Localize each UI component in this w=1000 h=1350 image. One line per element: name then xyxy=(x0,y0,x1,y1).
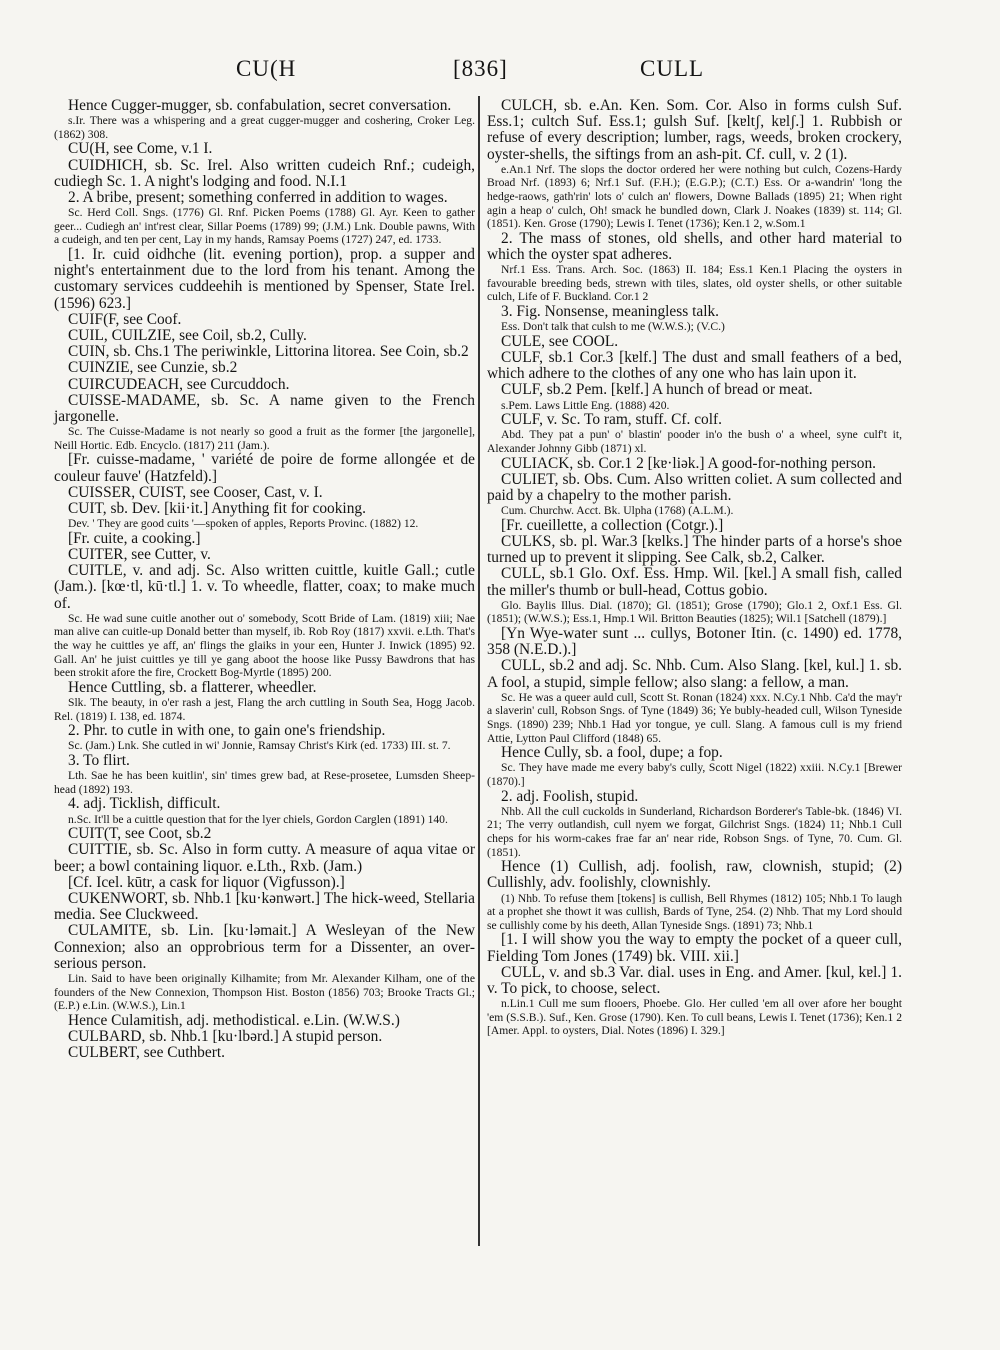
dictionary-entry: CULL, sb.1 Glo. Oxf. Ess. Hmp. Wil. [kɐl.] A small fish, called the miller's thumb or bull-head, Cottus gobio. xyxy=(487,565,902,599)
dictionary-entry: CULE, see COOL. xyxy=(501,332,619,350)
dictionary-entry: CUIDHICH, sb. Sc. Irel. Also written cudeich Rnf.; cudeigh, cudiegh Sc. 1. A night's lodging and food. N.I.1 xyxy=(54,156,475,190)
dictionary-entry: 2. A bribe, present; something conferred in addition to wages. xyxy=(68,189,448,206)
right-column xyxy=(487,98,902,1038)
citation: (1) Nhb. To refuse them [tokens] is cullish, Bell Rhymes (1812) 105; Nhb.1 To laugh at a prophet she thowt it was cullish, Bards of Tyne, 254. (2) Nhb. That my Lord should se cullishly come by his deeth, Allan Tyneside Sngs. (1891) 73; Nhb.1 xyxy=(487,891,902,932)
citation: n.Lin.1 Cull me sum flooers, Phoebe. Glo. Her culled 'em all over afore her bought 'em (S.S.B.). Suf., Ken. Grose (1790). Ken. To cull beans, Lewis I. Tenet (1736); Ken.1 2 [Amer. Appl. to oysters, Dial. Notes (1896) I. 329.] xyxy=(487,997,902,1038)
citation: s.Ir. There was a whispering and a great cugger-mugger and coshering, Croker Leg. (1862) 308. xyxy=(54,114,475,141)
citation: Slk. The beauty, in o'er rash a jest, Flang the arch cuttling in South Sea, Hogg Jacob. Rel. (1819) I. 138, ed. 1874. xyxy=(54,696,475,723)
dictionary-entry: Hence (1) Cullish, adj. foolish, raw, clownish, stupid; (2) Cullishly, adv. foolishly, clownishly. xyxy=(487,858,902,892)
dictionary-entry: 4. adj. Ticklish, difficult. xyxy=(68,795,221,813)
dictionary-entry: CUITLE, v. and adj. Sc. Also written cuittle, kuitle Gall.; cutle (Jam.). [kœ·tl, kū·tl.] 1. v. To wheedle, flatter, coax; to make much of. xyxy=(54,562,475,612)
dictionary-entry: [Fr. cueillette, a collection (Cotgr.).] xyxy=(501,516,724,534)
citation: Nrf.1 Ess. Trans. Arch. Soc. (1863) II. 184; Ess.1 Ken.1 Placing the oysters in favourable breeding beds, strewn with tiles, slates, old oyster shells, or other suitable culch, Life of F. Buckland. Cor.1 2 xyxy=(487,263,902,304)
citation: e.An.1 Nrf. The slops the doctor ordered her were nothing but culch, Cozens-Hardy Broad Nrf. (1893) 6; Nrf.1 Suf. (F.H.); (E.G.P.); (C.T.) Ess. Or a-wandrin' 'long the hedge-raows, gath'rin' lots o' culch an' flowers, Downe Ballads (1895) 21; When right agin a heap o' culch, Oh! smack he bundled down, Clark J. Noakes (1839) st. 114; Gl. (1851). Ken. Grose (1790); Lewis I. Tenet (1736); Ken.1 2, w.Som.1 xyxy=(487,162,902,231)
dictionary-entry: CULL, sb.2 and adj. Sc. Nhb. Cum. Also Slang. [kɐl, kul.] 1. sb. A fool, a stupid, simple fellow; also slang: a fellow, a man. xyxy=(487,657,902,691)
dictionary-entry: CUISSER, CUIST, see Cooser, Cast, v. I. xyxy=(68,483,323,501)
dictionary-entry: [1. Ir. cuid oidhche (lit. evening portion), prop. a supper and night's entertainment due to the lord from his tenant. Among the customary services cuddeehih is mentioned by Spenser, State Irel. (1596) 623.] xyxy=(54,245,475,312)
dictionary-entry: [Fr. cuisse-madame, ' variété de poire de forme allongée et de couleur fauve' (Hatzfeld).] xyxy=(54,451,475,485)
dictionary-entry: Hence Culamitish, adj. methodistical. e.Lin. (W.W.S.) xyxy=(68,1011,400,1029)
citation: Sc. Herd Coll. Sngs. (1776) Gl. Rnf. Picken Poems (1788) Gl. Ayr. Keen to gather geer... Cudiegh an' int'rest clear, Sillar Poems (1789) 99; (J.M.) Lnk. Double pawns, With a cudeigh, and ten per cent, Lay in my hands, Ramsay Poems (1727) 247, ed. 1733. xyxy=(54,206,475,247)
dictionary-entry: CUIT, sb. Dev. [kii·it.] Anything fit for cooking. xyxy=(68,500,366,518)
dictionary-entry: CULF, sb.2 Pem. [kɐlf.] A hunch of bread or meat. xyxy=(501,381,813,399)
dictionary-entry: CUIL, CUILZIE, see Coil, sb.2, Cully. xyxy=(68,327,307,344)
dictionary-entry: CULKS, sb. pl. War.3 [kɐlks.] The hinder parts of a horse's shoe turned up to prevent it slipping. See Calk, sb.2, Calker. xyxy=(487,532,902,567)
dictionary-entry: CULBARD, sb. Nhb.1 [ku·lbərd.] A stupid person. xyxy=(68,1027,383,1045)
dictionary-entry: Hence Cully, sb. a fool, dupe; a fop. xyxy=(501,744,723,762)
citation: Sc. They have made me every baby's cully, Scott Nigel (1822) xxiii. N.Cy.1 [Brewer (1870).] xyxy=(487,761,902,788)
left-column xyxy=(54,98,475,1061)
citation: s.Pem. Laws Little Eng. (1888) 420. xyxy=(501,398,670,412)
dictionary-entry: [Fr. cuite, a cooking.] xyxy=(68,529,201,547)
dictionary-entry: CUKENWORT, sb. Nhb.1 [ku·kənwərt.] The hick-weed, Stellaria media. See Cluckweed. xyxy=(54,889,475,924)
citation: Lin. Said to have been originally Kilhamite; from Mr. Alexander Kilham, one of the founders of the New Connexion, Thompson Hist. Boston (1856) 703; Brooke Tracts Gl.; (E.P.) e.Lin. (W.W.S.), Lin.1 xyxy=(54,972,475,1013)
page-header xyxy=(0,56,1000,96)
dictionary-entry: CULIACK, sb. Cor.1 2 [kɐ·liək.] A good-for-nothing person. xyxy=(501,454,877,472)
citation: Dev. ' They are good cuits '—spoken of apples, Reports Provinc. (1882) 12. xyxy=(68,517,419,531)
dictionary-entry: CULL, v. and sb.3 Var. dial. uses in Eng. and Amer. [kul, kɐl.] 1. v. To pick, to choose, select. xyxy=(487,963,902,997)
dictionary-entry: [1. I will show you the way to empty the pocket of a queer cull, Fielding Tom Jones (1749) bk. VIII. xii.] xyxy=(487,931,902,965)
dictionary-entry: CULAMITE, sb. Lin. [ku·ləmait.] A Wesleyan of the New Connexion; also an opprobrious term for a Dissenter, an over-serious person. xyxy=(54,922,475,972)
dictionary-entry: CULF, v. Sc. To ram, stuff. Cf. colf. xyxy=(501,411,722,429)
citation: Glo. Baylis Illus. Dial. (1870); Gl. (1851); Grose (1790); Glo.1 2, Oxf.1 Ess. Gl. (1851); (W.W.S.); Ess.1, Hmp.1 Wil. Britton Beauties (1825); Wil.1 [Satchell (1879).] xyxy=(487,598,902,626)
citation: Sc. He wad sune cuitle another out o' somebody, Scott Bride of Lam. (1819) xiii; Nae man alive can cuitle-up Donald better than myself, ib. Rob Roy (1817) xxvii. e.Lth. That's the way he cuittles ye aff, an' flings the glaiks in your een, Hunter J. Inwick (1895) 92. Gall. An' he juist cuittles ye till ye gang aboot the hoose like Pussy Bawdrons that has been strokit afore the fire, Crockett Bog-Myrtle (1895) 200. xyxy=(54,611,475,680)
citation: Ess. Don't talk that culsh to me (W.W.S.); (V.C.) xyxy=(501,320,725,334)
citation: Cum. Churchw. Acct. Bk. Ulpha (1768) (A.L.M.). xyxy=(501,504,734,518)
dictionary-entry: 3. To flirt. xyxy=(68,751,130,769)
citation: Sc. The Cuisse-Madame is not nearly so good a fruit as the former [the jargonelle], Neill Hortic. Edb. Encyclo. (1817) 211 (Jam.). xyxy=(54,425,475,452)
left-running-head: CU(H xyxy=(236,56,297,81)
dictionary-entry: Hence Cuttling, sb. a flatterer, wheedler. xyxy=(68,678,317,696)
dictionary-entry: CUIF(F, see Coof. xyxy=(68,310,182,328)
dictionary-entry: CUIRCUDEACH, see Curcuddoch. xyxy=(68,375,290,393)
dictionary-entry: [Yn Wye-water sunt ... cullys, Botoner Itin. (c. 1490) ed. 1778, 358 (N.E.D.).] xyxy=(487,624,902,659)
dictionary-entry: 3. Fig. Nonsense, meaningless talk. xyxy=(501,302,720,320)
dictionary-entry: CULCH, sb. e.An. Ken. Som. Cor. Also in forms culsh Suf. Ess.1; cultch Suf. Ess.1; gulsh Suf. [kɐltʃ, kɐlʃ.] 1. Rubbish or refuse of every description; lumber, rags, weeds, broken crockery, oyster-shells, the siftings from an ash-pit. Cf. cull, v. 2 (1). xyxy=(487,97,902,163)
dictionary-entry: CUIN, sb. Chs.1 The periwinkle, Littorina litorea. See Coin, sb.2 xyxy=(68,343,469,361)
dictionary-entry: CUITTIE, sb. Sc. Also in form cutty. A measure of aqua vitae or beer; a bowl containing liquor. e.Lth., Rxb. (Jam.) xyxy=(54,841,475,875)
citation: Nhb. All the cull cuckolds in Sunderland, Richardson Borderer's Table-bk. (1846) VI. 21; The verry outlandish, cull nyem we forgat, Gilchrist Sngs. (1824) 11; Nhb.1 Cull cheps for his worm-cakes frae far an' near ride, Robson Sngs. of Tyne, 70. Cum. Gl. (1851). xyxy=(487,804,902,859)
dictionary-entry: [Cf. Icel. kūtr, a cask for liquor (Vigfusson).] xyxy=(68,873,345,891)
dictionary-entry: Hence Cugger-mugger, sb. confabulation, secret conversation. xyxy=(68,97,452,114)
right-running-head: CULL xyxy=(640,56,705,81)
dictionary-entry: 2. Phr. to cutle in with one, to gain one's friendship. xyxy=(68,722,386,740)
dictionary-entry: CUIT(T, see Coot, sb.2 xyxy=(68,825,212,843)
dictionary-entry: CU(H, see Come, v.1 I. xyxy=(68,140,213,158)
column-divider xyxy=(478,96,480,1246)
dictionary-entry: CUITER, see Cutter, v. xyxy=(68,546,211,564)
citation: Lth. Sae he has been kuitlin', sin' times grew bad, at Rese-prosetee, Lumsden Sheep-head (1892) 193. xyxy=(54,769,475,796)
citation: n.Sc. It'll be a cuittle question that for the lyer chiels, Gordon Carglen (1891) 140. xyxy=(68,812,448,826)
citation: Abd. They pat a pun' o' blastin' pooder in'o the bush o' a wheel, syne culf't it, Alexander Johnny Gibb (1871) xl. xyxy=(487,428,902,455)
page-number: [836] xyxy=(453,56,508,81)
dictionary-entry: CUISSE-MADAME, sb. Sc. A name given to the French jargonelle. xyxy=(54,391,475,426)
dictionary-entry: CUINZIE, see Cunzie, sb.2 xyxy=(68,359,238,377)
dictionary-entry: 2. adj. Foolish, stupid. xyxy=(501,787,639,805)
dictionary-entry: CULBERT, see Cuthbert. xyxy=(68,1044,225,1062)
citation: Sc. He was a queer auld cull, Scott St. Ronan (1824) xxx. N.Cy.1 Nhb. Ca'd the may'r a slaverin' cull, Robson Sngs. of Tyne (1849) 36; Ye bubly-headed cull, Wilson Tyneside Sngs. (1890) 239; Nhb.1 Had yor tongue, ye cull. Slang. A famous cull is my friend Attie, Lytton Paul Clifford (1848) 65. xyxy=(487,690,902,745)
dictionary-entry: 2. The mass of stones, old shells, and other hard material to which the oyster spat adheres. xyxy=(487,229,902,263)
dictionary-entry: CULIET, sb. Obs. Cum. Also written coliet. A sum collected and paid by a chapelry to the mother parish. xyxy=(487,470,902,504)
dictionary-entry: CULF, sb.1 Cor.3 [kɐlf.] The dust and small feathers of a bed, which adhere to the clothes of any one who has lain upon it. xyxy=(487,348,902,383)
citation: Sc. (Jam.) Lnk. She cutled in wi' Jonnie, Ramsay Christ's Kirk (ed. 1733) III. st. 7. xyxy=(68,739,451,753)
